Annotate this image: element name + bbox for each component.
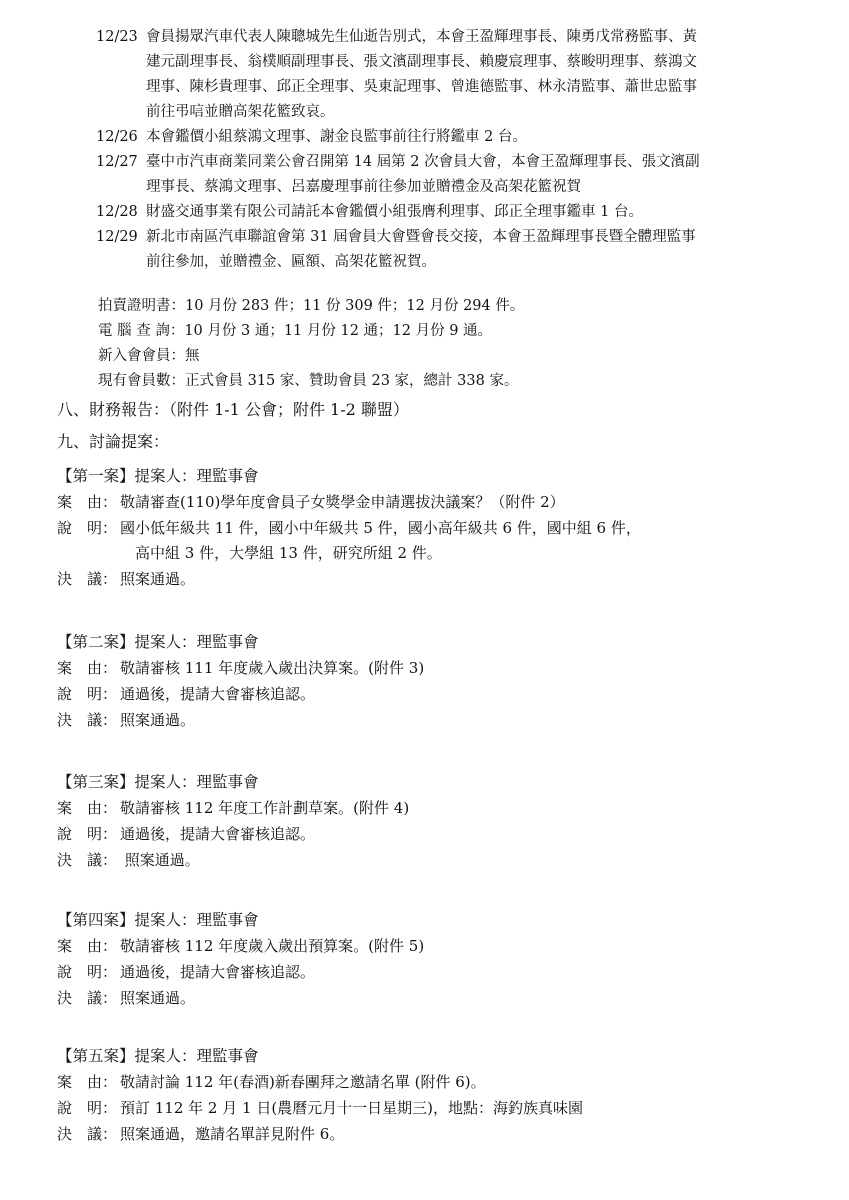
- stat-new-members: 新入會會員：無: [98, 348, 200, 364]
- case-reason: 敬請審核 112 年度歲入歲出預算案。(附件 5): [120, 937, 425, 955]
- case-resolution: 照案通過。: [120, 851, 200, 869]
- reason-label: 案 由：: [57, 937, 118, 955]
- case-resolution: 照案通過。: [120, 711, 196, 729]
- event-date: 12/26: [96, 129, 138, 145]
- stat-computer-queries: 電 腦 查 詢：10 月份 3 通；11 月份 12 通；12 月份 9 通。: [98, 323, 493, 339]
- event-text: 理事、陳杉貴理事、邱正全理事、吳東記理事、曾進德監事、林永清監事、蕭世忠監事: [146, 79, 697, 95]
- section-discussion: 九、討論提案：: [57, 432, 170, 451]
- case-explain: 通過後，提請大會審核追認。: [120, 963, 316, 981]
- reason-label: 案 由：: [57, 659, 118, 677]
- case-header: 【第三案】提案人：理監事會: [57, 773, 259, 791]
- resolution-label: 決 議：: [57, 570, 118, 588]
- stat-current-members: 現有會員數：正式會員 315 家、贊助會員 23 家，總計 338 家。: [98, 373, 519, 389]
- case-reason: 敬請審核 111 年度歲入歲出決算案。(附件 3): [120, 659, 425, 677]
- event-date: 12/27: [96, 154, 138, 170]
- resolution-label: 決 議：: [57, 711, 118, 729]
- explain-label: 說 明：: [57, 963, 118, 981]
- resolution-label: 決 議：: [57, 851, 118, 869]
- event-text: 臺中市汽車商業同業公會召開第 14 屆第 2 次會員大會，本會王盈輝理事長、張文濱副: [146, 154, 700, 170]
- reason-label: 案 由：: [57, 1073, 118, 1091]
- case-header: 【第一案】提案人：理監事會: [57, 467, 259, 485]
- resolution-label: 決 議：: [57, 989, 118, 1007]
- case-resolution: 照案通過，邀請名單詳見附件 6。: [120, 1125, 345, 1143]
- case-explain: 國小低年級共 11 件，國小中年級共 5 件，國小高年級共 6 件，國中組 6 件，: [120, 519, 641, 537]
- case-reason: 敬請審核 112 年度工作計劃草案。(附件 4): [120, 799, 410, 817]
- case-reason: 敬請討論 112 年(春酒)新春團拜之邀請名單 (附件 6)。: [120, 1073, 486, 1091]
- section-financial-report: 八、財務報告：（附件 1-1 公會；附件 1-2 聯盟）: [57, 400, 409, 419]
- event-text: 前往參加，並贈禮金、匾額、高架花籃祝賀。: [146, 254, 436, 270]
- explain-label: 說 明：: [57, 685, 118, 703]
- case-explain: 通過後，提請大會審核追認。: [120, 825, 316, 843]
- reason-label: 案 由：: [57, 493, 118, 511]
- event-text: 理事長、蔡鴻文理事、呂嘉慶理事前往參加並贈禮金及高架花籃祝賀: [146, 179, 581, 195]
- explain-label: 說 明：: [57, 1099, 118, 1117]
- resolution-label: 決 議：: [57, 1125, 118, 1143]
- event-date: 12/23: [96, 29, 138, 45]
- event-text: 財盛交通事業有限公司請託本會鑑價小組張膺利理事、邱正全理事鑑車 1 台。: [146, 204, 643, 220]
- case-reason: 敬請審查(110)學年度會員子女獎學金申請選拔決議案？（附件 2）: [120, 493, 565, 511]
- case-header: 【第五案】提案人：理監事會: [57, 1047, 259, 1065]
- event-date: 12/29: [96, 229, 138, 245]
- event-text: 新北市南區汽車聯誼會第 31 屆會員大會暨會長交接，本會王盈輝理事長暨全體理監事: [146, 229, 696, 245]
- case-header: 【第二案】提案人：理監事會: [57, 633, 259, 651]
- event-text: 前往弔唁並贈高架花籃致哀。: [146, 104, 335, 120]
- case-header: 【第四案】提案人：理監事會: [57, 911, 259, 929]
- event-text: 本會鑑價小組蔡鴻文理事、謝金良監事前往行將鑑車 2 台。: [146, 129, 527, 145]
- event-text: 建元副理事長、翁樸順副理事長、張文濱副理事長、賴慶宸理事、蔡畯明理事、蔡鴻文: [146, 54, 697, 70]
- case-explain: 高中組 3 件，大學組 13 件，研究所組 2 件。: [135, 544, 442, 562]
- event-date: 12/28: [96, 204, 138, 220]
- case-explain: 通過後，提請大會審核追認。: [120, 685, 316, 703]
- explain-label: 說 明：: [57, 825, 118, 843]
- case-resolution: 照案通過。: [120, 570, 196, 588]
- explain-label: 說 明：: [57, 519, 118, 537]
- event-text: 會員揚眾汽車代表人陳聰城先生仙逝告別式，本會王盈輝理事長、陳勇戊常務監事、黃: [146, 29, 697, 45]
- reason-label: 案 由：: [57, 799, 118, 817]
- case-explain: 預訂 112 年 2 月 1 日(農曆元月十一日星期三)，地點：海釣族真味園: [120, 1099, 584, 1117]
- stat-auction-certificates: 拍賣證明書：10 月份 283 件；11 份 309 件；12 月份 294 件。: [98, 298, 525, 314]
- case-resolution: 照案通過。: [120, 989, 196, 1007]
